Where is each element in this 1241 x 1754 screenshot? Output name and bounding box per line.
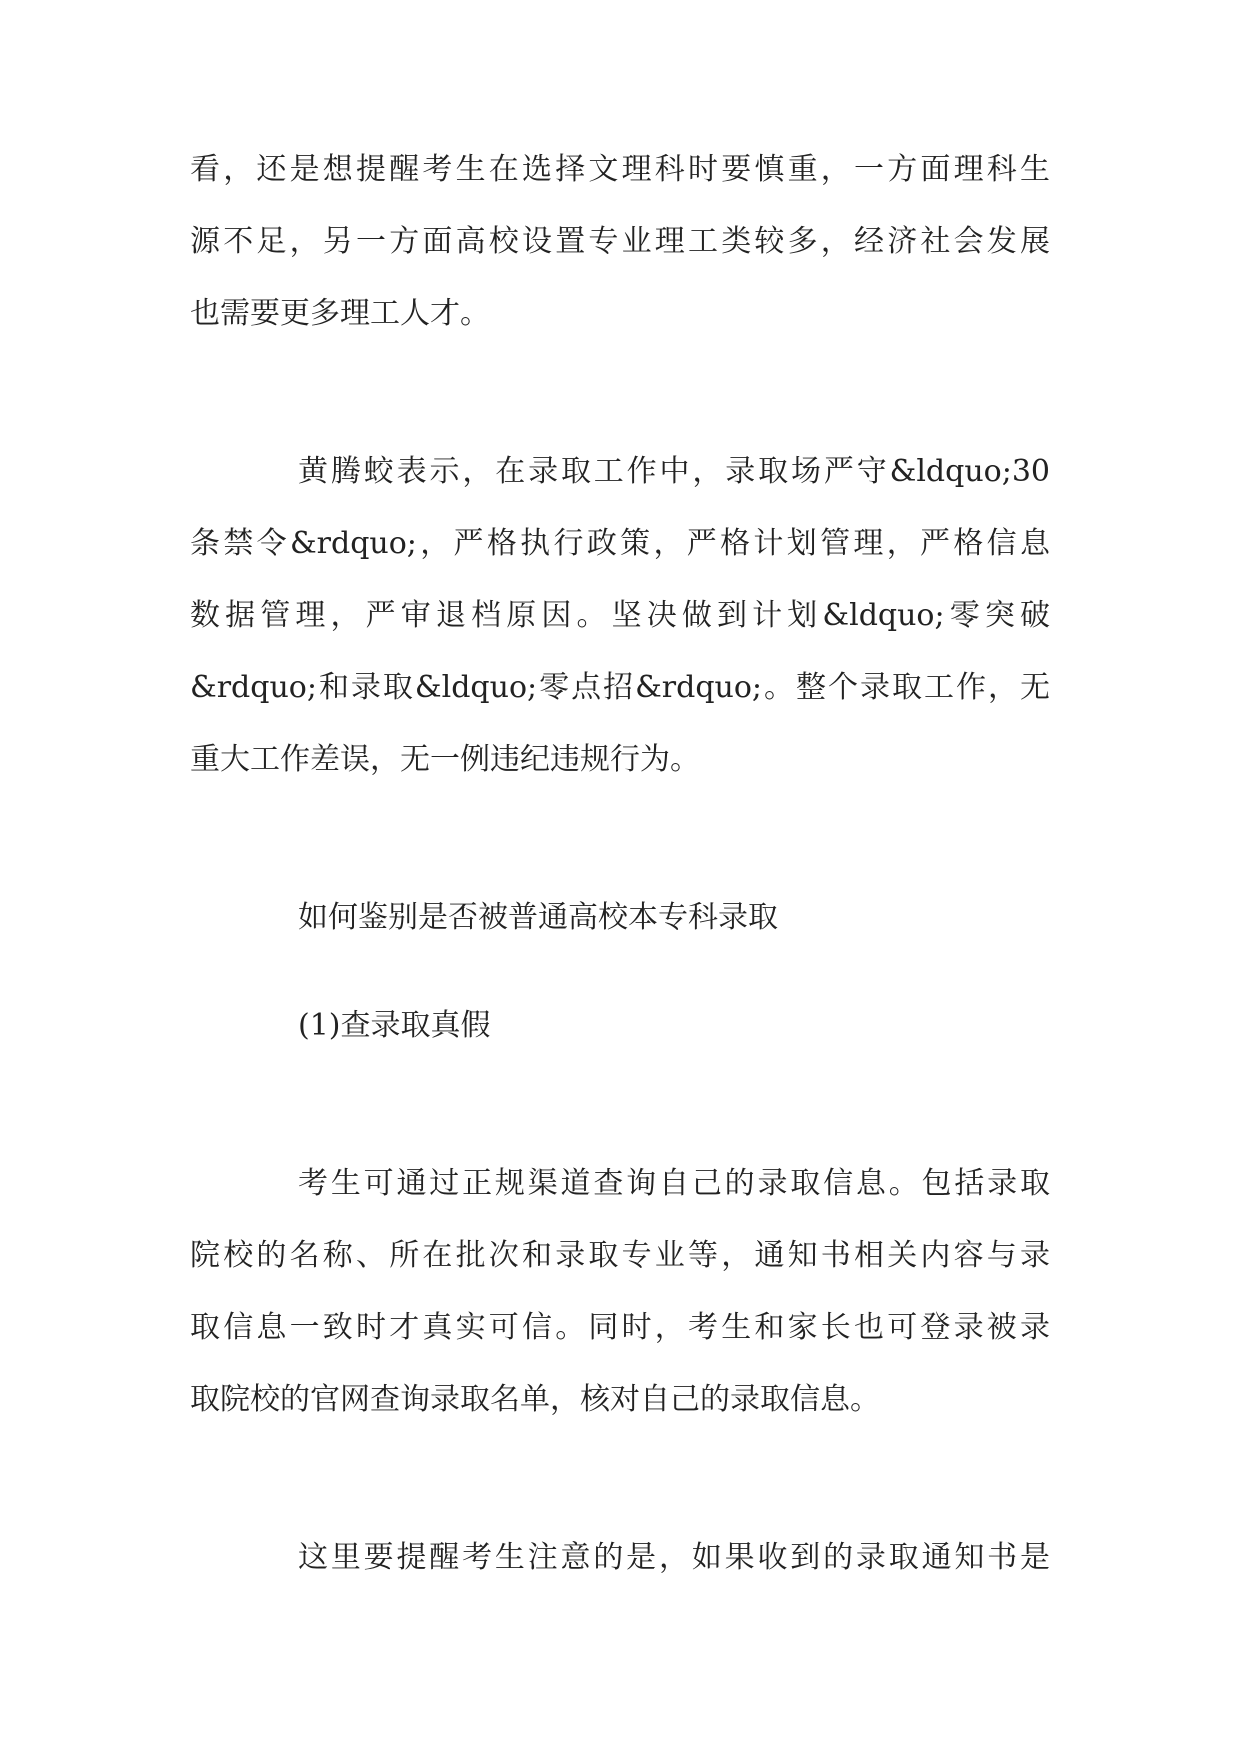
paragraph-2-line-5: 重大工作差误，无一例违纪违规行为。 <box>190 742 700 777</box>
paragraph-3-line-3: 取信息一致时才真实可信。同时，考生和家长也可登录被录 <box>190 1310 1050 1345</box>
paragraph-4-line-1: 这里要提醒考生注意的是，如果收到的录取通知书是 <box>298 1540 1050 1575</box>
paragraph-3-line-4: 取院校的官网查询录取名单，核对自己的录取信息。 <box>190 1382 880 1417</box>
paragraph-2-line-3: 数据管理，严审退档原因。坚决做到计划&ldquo;零突破 <box>190 598 1050 633</box>
paragraph-1-line-3: 也需要更多理工人才。 <box>190 296 490 331</box>
subsection-heading: (1)查录取真假 <box>298 1008 491 1043</box>
paragraph-3-line-1: 考生可通过正规渠道查询自己的录取信息。包括录取 <box>298 1166 1050 1201</box>
paragraph-2-line-4: &rdquo;和录取&ldquo;零点招&rdquo;。整个录取工作，无 <box>190 670 1050 705</box>
paragraph-2-line-1: 黄腾蛟表示，在录取工作中，录取场严守&ldquo;30 <box>298 454 1050 489</box>
section-heading: 如何鉴别是否被普通高校本专科录取 <box>298 900 778 935</box>
paragraph-1-line-1: 看，还是想提醒考生在选择文理科时要慎重，一方面理科生 <box>190 152 1050 187</box>
paragraph-3-line-2: 院校的名称、所在批次和录取专业等，通知书相关内容与录 <box>190 1238 1050 1273</box>
paragraph-1-line-2: 源不足，另一方面高校设置专业理工类较多，经济社会发展 <box>190 224 1050 259</box>
paragraph-2-line-2: 条禁令&rdquo;，严格执行政策，严格计划管理，严格信息 <box>190 526 1050 561</box>
